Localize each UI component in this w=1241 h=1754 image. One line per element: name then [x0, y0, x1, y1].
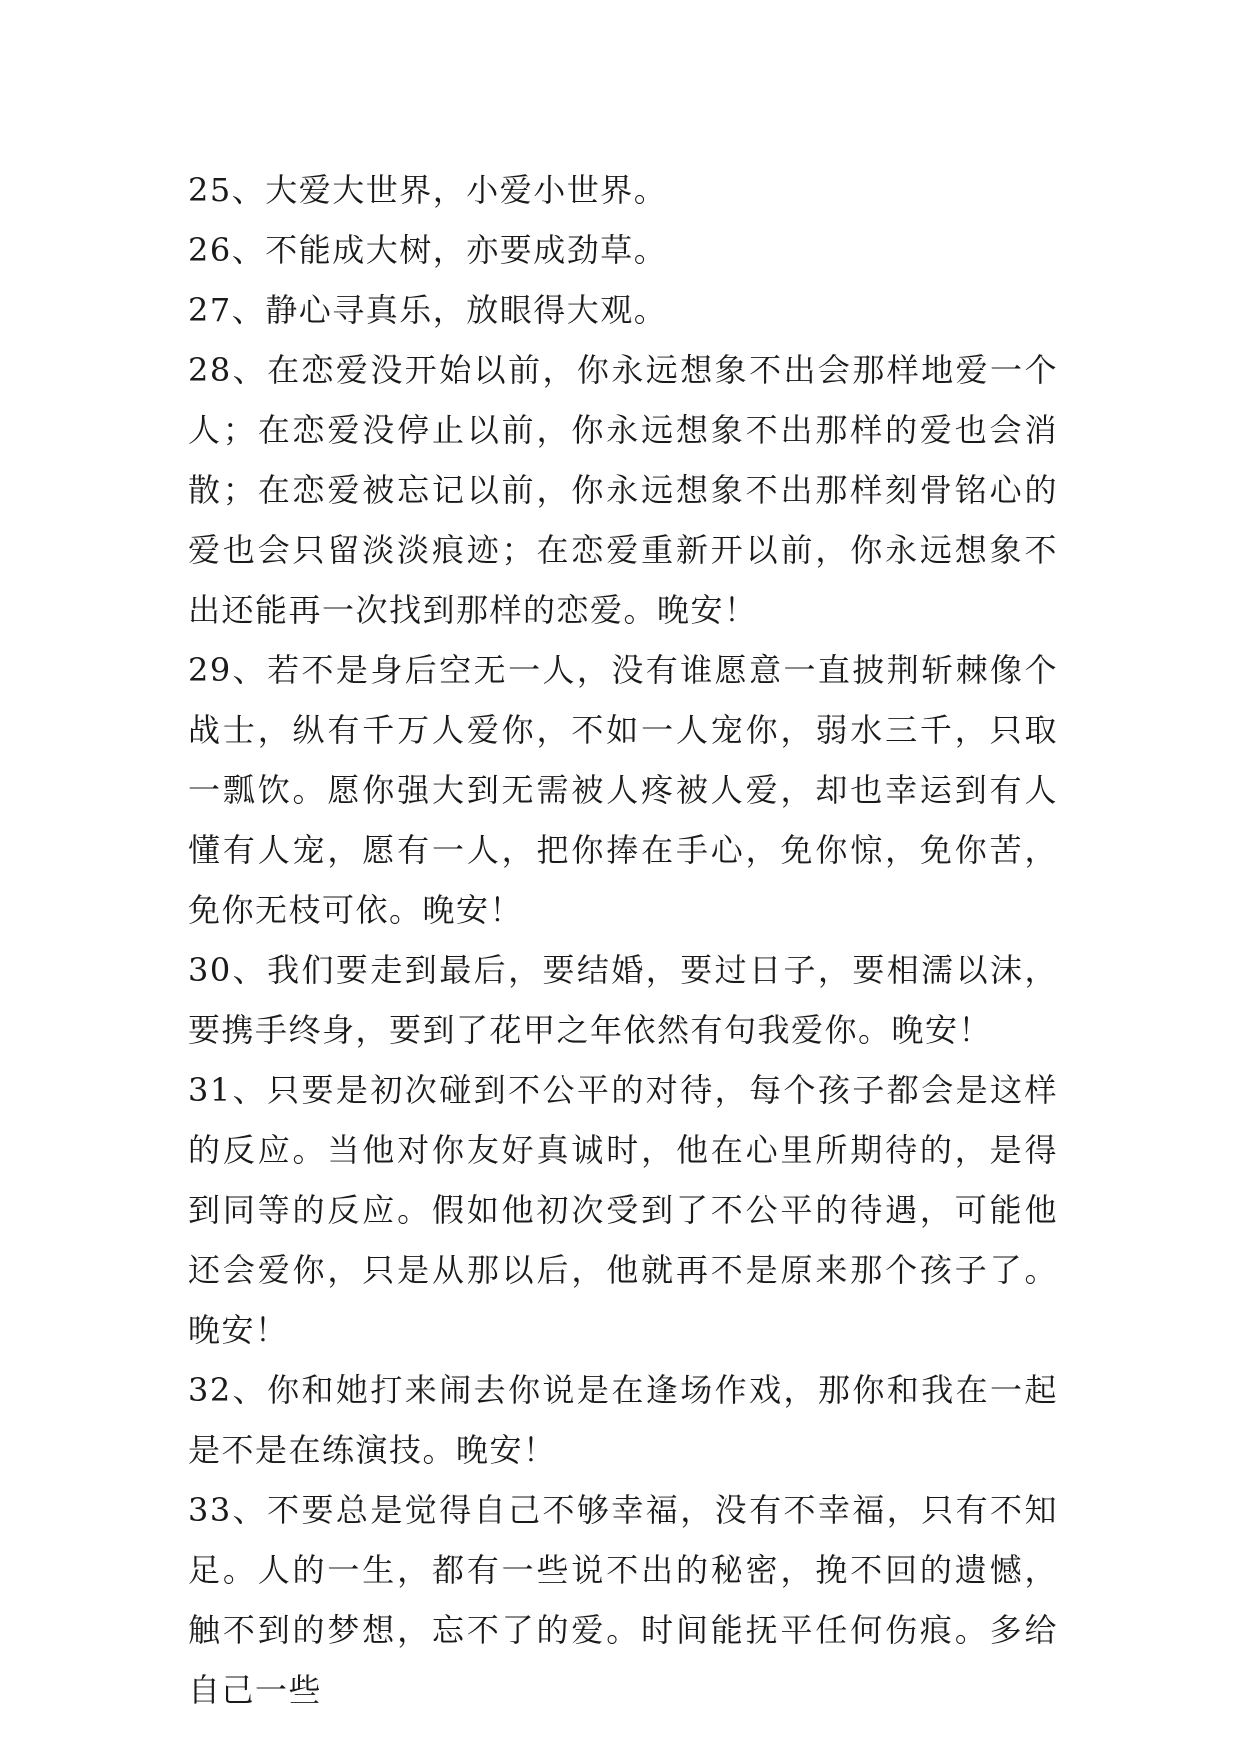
- paragraph-33: 33、不要总是觉得自己不够幸福，没有不幸福，只有不知足。人的一生，都有一些说不出的秘密，挽不回的遗憾，触不到的梦想，忘不了的爱。时间能抚平任何伤痕。多给自己一些: [188, 1491, 1058, 1709]
- paragraph-32: 32、你和她打来闹去你说是在逢场作戏，那你和我在一起是不是在练演技。晚安！: [188, 1371, 1058, 1469]
- paragraph-31: 31、只要是初次碰到不公平的对待，每个孩子都会是这样的反应。当他对你友好真诚时，他在心里所期待的，是得到同等的反应。假如他初次受到了不公平的待遇，可能他还会爱你，只是从那以后，他就再不是原来那个孩子了。晚安！: [188, 1071, 1058, 1349]
- document-body: [188, 160, 1058, 1720]
- paragraph-27: 27、静心寻真乐，放眼得大观。: [188, 291, 668, 329]
- paragraph-26: 26、不能成大树，亦要成劲草。: [188, 231, 668, 269]
- paragraph-28: 28、在恋爱没开始以前，你永远想象不出会那样地爱一个人；在恋爱没停止以前，你永远想象不出那样的爱也会消散；在恋爱被忘记以前，你永远想象不出那样刻骨铭心的爱也会只留淡淡痕迹；在恋爱重新开以前，你永远想象不出还能再一次找到那样的恋爱。晚安！: [188, 351, 1058, 629]
- paragraph-25: 25、大爱大世界，小爱小世界。: [188, 171, 668, 209]
- paragraph-30: 30、我们要走到最后，要结婚，要过日子，要相濡以沫，要携手终身，要到了花甲之年依然有句我爱你。晚安！: [188, 951, 1058, 1049]
- paragraph-29: 29、若不是身后空无一人，没有谁愿意一直披荆斩棘像个战士，纵有千万人爱你，不如一人宠你，弱水三千，只取一瓢饮。愿你强大到无需被人疼被人爱，却也幸运到有人懂有人宠，愿有一人，把你捧在手心，免你惊，免你苦，免你无枝可依。晚安！: [188, 651, 1058, 929]
